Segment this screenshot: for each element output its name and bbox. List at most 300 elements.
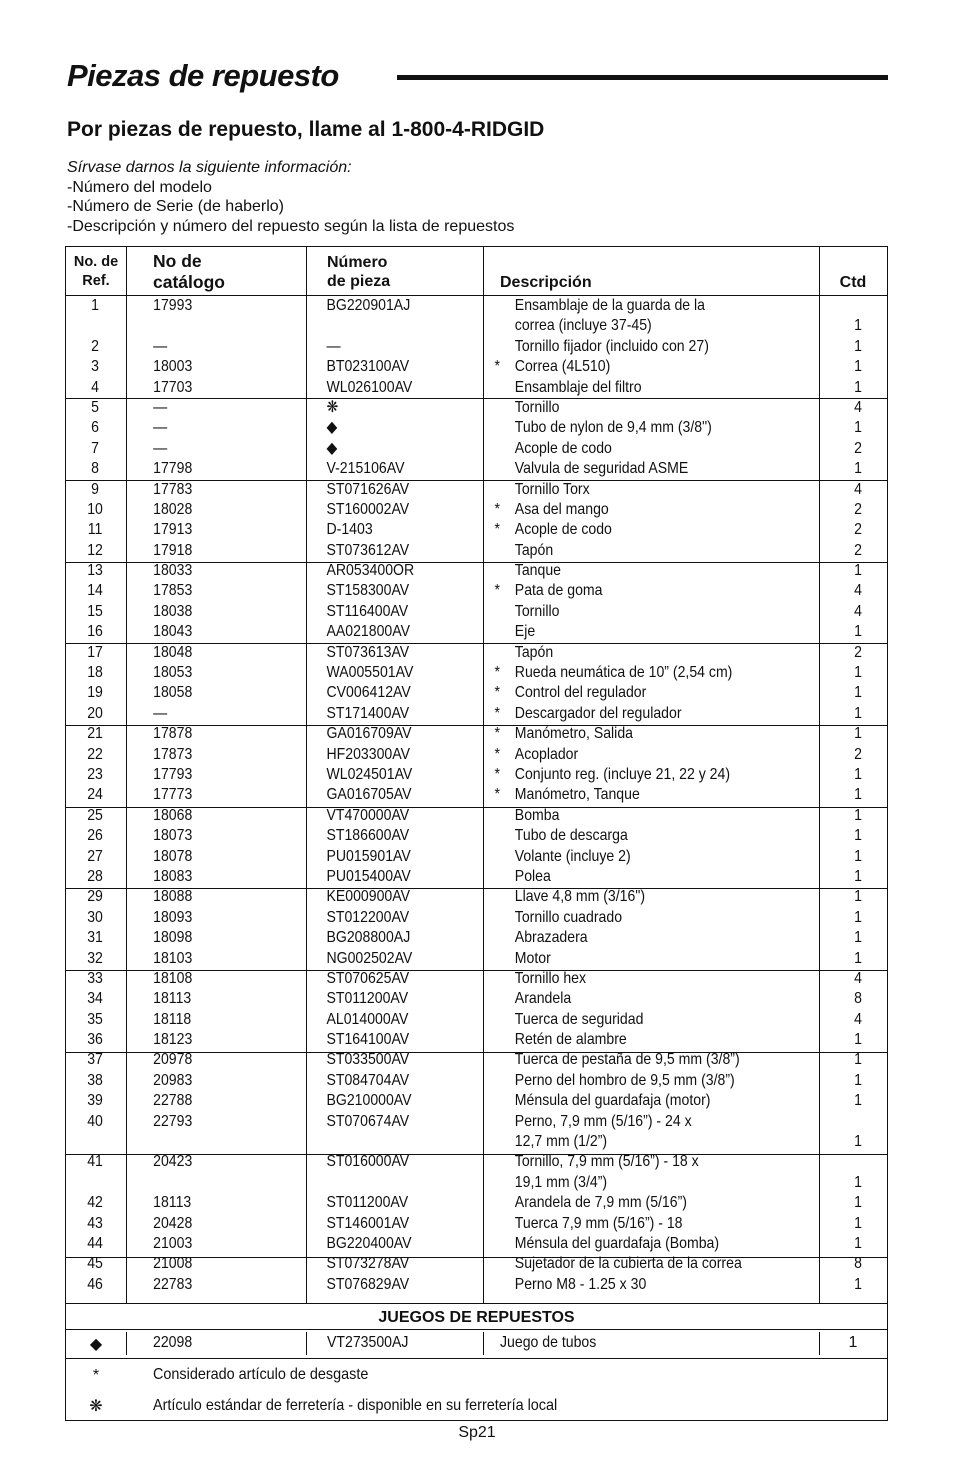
info-block [67, 158, 514, 236]
catalog-cell: — [153, 337, 168, 355]
ref-cell: 19 [87, 684, 103, 702]
catalog-cell: 17773 [153, 786, 193, 804]
description-cell: Acoplador [514, 745, 579, 763]
quantity-cell: 2 [854, 439, 862, 457]
quantity-cell: 1 [854, 888, 862, 906]
part-number-cell: BG208800AJ [326, 929, 411, 947]
table-row [66, 500, 862, 520]
description-cell: Ensamblaje del filtro [514, 378, 642, 396]
hardware-item-note: Artículo estándar de ferretería - disponible en su ferretería local [153, 1397, 558, 1414]
wear-item-marker: * [494, 664, 501, 682]
description-cell: Acople de codo [514, 439, 612, 457]
description-cell: Perno, 7,9 mm (5/16”) - 24 x [514, 1112, 692, 1130]
table-row [66, 826, 862, 846]
page-title: Piezas de repuesto [67, 58, 339, 93]
catalog-cell: 20978 [153, 1051, 193, 1069]
ref-cell: 37 [87, 1051, 103, 1069]
part-number-cell: AA021800AV [326, 623, 410, 641]
kits-rule-mid [66, 1329, 887, 1330]
quantity-cell: 4 [854, 582, 862, 600]
ref-cell: 18 [87, 664, 103, 682]
quantity-cell: 1 [854, 1173, 862, 1191]
description-cell: Perno del hombro de 9,5 mm (3/8”) [514, 1071, 735, 1089]
ref-cell: 22 [87, 745, 103, 763]
quantity-cell: 1 [854, 1092, 862, 1110]
catalog-cell: 17783 [153, 480, 193, 498]
kits-rule-top [66, 1303, 887, 1304]
ref-cell: 33 [87, 969, 103, 987]
catalog-cell: 18123 [153, 1031, 193, 1049]
catalog-cell: 18118 [153, 1010, 192, 1028]
part-number-cell: ◆ [326, 419, 338, 437]
ref-cell: 1 [91, 297, 99, 314]
table-row [66, 1091, 862, 1111]
quantity-cell: 1 [854, 1031, 862, 1049]
catalog-cell: 17873 [153, 745, 193, 763]
part-number-cell: ST171400AV [326, 704, 410, 722]
part-number-cell: CV006412AV [326, 684, 411, 702]
ref-cell: 43 [87, 1214, 103, 1232]
kits-title: JUEGOS DE REPUESTOS [378, 1309, 575, 1326]
quantity-cell: 4 [854, 602, 862, 620]
quantity-cell: 1 [854, 1071, 862, 1089]
catalog-cell: 18073 [153, 827, 193, 845]
quantity-cell: 1 [854, 867, 862, 885]
description-cell: Llave 4,8 mm (3/16") [514, 888, 646, 906]
part-number-cell: ST116400AV [326, 602, 409, 620]
catalog-cell: 17878 [153, 725, 193, 743]
description-cell: Manómetro, Salida [514, 725, 633, 743]
description-cell: Correa (4L510) [514, 358, 611, 376]
quantity-cell: 1 [854, 786, 862, 804]
kit-catalog: 22098 [153, 1334, 193, 1351]
header-catalog [153, 251, 225, 293]
part-number-cell: KE000900AV [326, 888, 410, 906]
kit-qty: 1 [848, 1334, 858, 1351]
table-row [66, 1214, 862, 1234]
part-number-cell: AL014000AV [326, 1010, 409, 1028]
catalog-cell: 17798 [153, 460, 193, 478]
table-row [66, 683, 862, 703]
table-row [66, 949, 862, 969]
catalog-cell: 18038 [153, 602, 193, 620]
table-row [66, 643, 862, 663]
wear-item-marker: * [494, 582, 501, 600]
table-row [66, 1112, 788, 1132]
part-number-cell: VT470000AV [326, 806, 410, 824]
ref-cell: 20 [87, 704, 103, 722]
catalog-cell: 18108 [153, 969, 193, 987]
ref-cell: 5 [91, 398, 99, 416]
description-cell: Tapón [514, 541, 554, 559]
description-cell: Descargador del regulador [514, 704, 682, 722]
table-row [66, 989, 862, 1009]
quantity-cell: 1 [854, 827, 862, 845]
header-ref-line2: Ref. [82, 272, 110, 289]
table-row [66, 459, 862, 479]
table-row [66, 1010, 862, 1030]
ref-cell: 28 [87, 867, 103, 885]
catalog-cell: 22793 [153, 1112, 193, 1130]
ref-cell: 46 [87, 1275, 103, 1293]
table-row [66, 785, 862, 805]
part-number-cell: ST012200AV [326, 908, 410, 926]
quantity-cell: 2 [854, 500, 862, 518]
catalog-cell: 17918 [153, 541, 193, 559]
ref-cell: 13 [87, 562, 103, 580]
ref-cell: 23 [87, 765, 103, 783]
kit-col-divider [483, 1332, 484, 1355]
table-row [66, 1152, 788, 1172]
header-catalog-line1: No de [153, 251, 202, 271]
part-number-cell: PU015901AV [326, 847, 411, 865]
quantity-cell: 1 [854, 337, 862, 355]
ref-cell: 42 [87, 1194, 103, 1212]
part-number-cell: ST146001AV [326, 1214, 410, 1232]
quantity-cell: 1 [854, 1214, 862, 1232]
description-cell: Tubo de descarga [514, 827, 628, 845]
wear-item-marker: * [494, 786, 501, 804]
catalog-cell: 18043 [153, 623, 193, 641]
description-cell: Motor [514, 949, 551, 967]
quantity-cell: 1 [854, 664, 862, 682]
ref-cell: 36 [87, 1031, 103, 1049]
ref-cell: 11 [87, 521, 103, 539]
info-intro: Sírvase darnos la siguiente información: [67, 159, 352, 176]
description-cell: Tornillo fijador (incluido con 27) [514, 337, 709, 355]
ref-cell: 44 [87, 1234, 103, 1252]
catalog-cell: 17793 [153, 765, 193, 783]
description-cell: Rueda neumática de 10” (2,54 cm) [514, 664, 733, 682]
quantity-cell: 1 [854, 1194, 862, 1212]
part-number-cell: ❋ [326, 398, 339, 416]
part-number-cell: BG220901AJ [326, 297, 411, 314]
quantity-cell: 2 [854, 745, 862, 763]
description-cell: Tornillo cuadrado [514, 908, 623, 926]
catalog-cell: — [153, 439, 168, 457]
catalog-cell: 18003 [153, 358, 193, 376]
part-number-cell: ST084704AV [326, 1071, 410, 1089]
ref-cell: 29 [87, 888, 103, 906]
description-cell: Tubo de nylon de 9,4 mm (3/8") [514, 419, 712, 437]
quantity-cell: 1 [854, 562, 862, 580]
quantity-cell: 1 [854, 358, 862, 376]
quantity-cell: 1 [854, 908, 862, 926]
catalog-cell: 18048 [153, 643, 193, 661]
catalog-cell: 22788 [153, 1092, 193, 1110]
part-number-cell: ◆ [326, 439, 338, 457]
part-number-cell: ST011200AV [326, 1194, 409, 1212]
ref-cell: 8 [91, 460, 99, 478]
quantity-cell: 1 [854, 765, 862, 783]
quantity-cell: 1 [854, 419, 862, 437]
description-cell: Manómetro, Tanque [514, 786, 640, 804]
description-cell: Tanque [514, 562, 561, 580]
table-row [66, 724, 862, 744]
header-part-line1: Número [327, 254, 388, 271]
ref-cell: 34 [87, 990, 103, 1008]
ref-cell: 45 [87, 1255, 103, 1273]
table-row [66, 969, 862, 989]
wear-item-marker: * [494, 358, 501, 376]
catalog-cell: 20428 [153, 1214, 193, 1232]
catalog-cell: 20423 [153, 1153, 193, 1171]
catalog-cell: 18068 [153, 806, 193, 824]
table-row [66, 378, 862, 398]
table-row [66, 398, 862, 418]
description-cell: Pata de goma [514, 582, 603, 600]
table-row [66, 439, 862, 459]
ref-cell: 25 [87, 806, 103, 824]
wear-item-marker: * [494, 765, 501, 783]
wear-item-marker: * [494, 725, 501, 743]
description-cell: Asa del mango [514, 500, 609, 518]
part-number-cell: ST070674AV [326, 1112, 410, 1130]
hardware-item-symbol: ❋ [89, 1398, 103, 1415]
description-cell: Control del regulador [514, 684, 647, 702]
catalog-cell: 18088 [153, 888, 193, 906]
description-cell: Tuerca de pestaña de 9,5 mm (3/8”) [514, 1051, 740, 1069]
table-row [66, 418, 862, 438]
catalog-cell: 18028 [153, 500, 193, 518]
description-cell: Conjunto reg. (incluye 21, 22 y 24) [514, 765, 731, 783]
part-number-cell: PU015400AV [326, 867, 411, 885]
part-number-cell: ST160002AV [326, 500, 410, 518]
part-number-cell: ST073278AV [326, 1255, 410, 1273]
part-number-cell: — [326, 337, 341, 355]
col-divider-desc [819, 247, 820, 1303]
table-row [66, 867, 862, 887]
ref-cell: 24 [87, 786, 103, 804]
part-number-cell: ST016000AV [326, 1153, 410, 1171]
parts-rows [66, 296, 862, 1295]
table-row [66, 928, 862, 948]
wear-item-marker: * [494, 704, 501, 722]
info-line-serial: -Número de Serie (de haberlo) [67, 198, 284, 215]
description-cell: Polea [514, 867, 551, 885]
ref-cell: 21 [87, 725, 103, 743]
parts-table [65, 246, 888, 1421]
table-row [66, 602, 862, 622]
description-cell: Tornillo hex [514, 969, 587, 987]
ref-cell: 15 [87, 602, 103, 620]
quantity-cell: 1 [854, 684, 862, 702]
ref-cell: 39 [87, 1092, 103, 1110]
ref-cell: 16 [87, 623, 103, 641]
ref-cell: 2 [91, 337, 99, 355]
ref-cell: 38 [87, 1071, 103, 1089]
description-cell: correa (incluye 37-45) [514, 317, 652, 335]
header-catalog-line2: catálogo [153, 272, 225, 292]
header-qty: Ctd [839, 274, 867, 291]
table-row [66, 663, 862, 683]
description-cell: Abrazadera [514, 929, 588, 947]
description-cell: Bomba [514, 806, 560, 824]
header-description: Descripción [500, 274, 592, 291]
part-number-cell: V-215106AV [326, 460, 405, 478]
quantity-cell: 1 [854, 929, 862, 947]
info-line-model: -Número del modelo [67, 178, 212, 196]
description-cell: Acople de codo [514, 521, 612, 539]
quantity-cell: 1 [854, 949, 862, 967]
table-row [66, 806, 862, 826]
part-number-cell: NG002502AV [326, 949, 413, 967]
part-number-cell: GA016705AV [326, 786, 412, 804]
part-number-cell: ST186600AV [326, 827, 410, 845]
part-number-cell: BG210000AV [326, 1092, 412, 1110]
wear-item-marker: * [494, 521, 501, 539]
catalog-cell: 18093 [153, 908, 193, 926]
quantity-cell: 1 [854, 378, 862, 396]
quantity-cell: 1 [854, 1234, 862, 1252]
description-cell: Tornillo Torx [514, 480, 590, 498]
table-row [66, 1234, 862, 1254]
description-cell: Eje [514, 623, 536, 641]
kit-col-divider [306, 1332, 307, 1355]
catalog-cell: 18058 [153, 684, 193, 702]
wear-item-marker: * [494, 684, 501, 702]
quantity-cell: 4 [854, 398, 862, 416]
ref-cell: 17 [87, 643, 103, 661]
ref-cell: 30 [87, 908, 103, 926]
kit-part: VT273500AJ [327, 1334, 409, 1351]
ref-cell: 35 [87, 1010, 103, 1028]
table-row [66, 316, 862, 336]
part-number-cell: BG220400AV [326, 1234, 412, 1252]
wear-item-note: Considerado artículo de desgaste [153, 1366, 369, 1383]
part-number-cell: ST076829AV [326, 1275, 410, 1293]
ref-cell: 12 [87, 541, 103, 559]
catalog-cell: 20983 [153, 1071, 193, 1089]
part-number-cell: ST071626AV [326, 480, 410, 498]
catalog-cell: 17913 [153, 521, 193, 539]
part-number-cell: BT023100AV [326, 358, 410, 376]
catalog-cell: — [153, 419, 168, 437]
description-cell: Arandela de 7,9 mm (5/16”) [514, 1194, 687, 1212]
part-number-cell: ST164100AV [326, 1031, 410, 1049]
description-cell: Tornillo, 7,9 mm (5/16”) - 18 x [514, 1153, 699, 1171]
catalog-cell: — [153, 704, 168, 722]
ref-cell: 31 [87, 929, 103, 947]
title-rule [397, 75, 888, 80]
table-row [66, 1071, 862, 1091]
ref-cell: 10 [87, 500, 103, 518]
description-cell: Valvula de seguridad ASME [514, 460, 689, 478]
catalog-cell: 17853 [153, 582, 193, 600]
part-number-cell: ST073613AV [326, 643, 410, 661]
table-row [66, 1254, 862, 1274]
part-number-cell: D-1403 [326, 521, 373, 539]
part-number-cell: ST158300AV [326, 582, 410, 600]
phone-subtitle: Por piezas de repuesto, llame al 1-800-4-RIDGID [67, 118, 545, 141]
quantity-cell: 1 [854, 847, 862, 865]
wear-item-marker: * [494, 500, 501, 518]
header-part [327, 253, 390, 291]
table-row [66, 1275, 862, 1295]
description-cell: Arandela [514, 990, 572, 1008]
ref-cell: 6 [91, 419, 99, 437]
table-row [66, 296, 788, 316]
description-cell: 19,1 mm (3/4”) [514, 1173, 608, 1191]
quantity-cell: 1 [854, 317, 862, 335]
part-number-cell: WA005501AV [326, 664, 414, 682]
table-row [66, 1030, 862, 1050]
part-number-cell: HF203300AV [326, 745, 410, 763]
description-cell: Ménsula del guardafaja (motor) [514, 1092, 711, 1110]
ref-cell: 9 [91, 480, 99, 498]
table-row [66, 520, 862, 540]
table-row [66, 561, 862, 581]
table-row [66, 357, 862, 377]
table-row [66, 1173, 862, 1193]
kit-ref-symbol: ◆ [89, 1336, 103, 1353]
description-cell: Volante (incluye 2) [514, 847, 631, 865]
catalog-cell: 18078 [153, 847, 193, 865]
description-cell: Tornillo [514, 398, 560, 416]
quantity-cell: 4 [854, 1010, 862, 1028]
table-row [66, 622, 862, 642]
table-row [66, 847, 862, 867]
quantity-cell: 1 [854, 1275, 862, 1293]
kit-col-divider [126, 1332, 127, 1355]
quantity-cell: 1 [854, 806, 862, 824]
header-ref-line1: No. de [73, 254, 119, 270]
table-row [66, 1132, 862, 1152]
description-cell: Ménsula del guardafaja (Bomba) [514, 1234, 720, 1252]
wear-item-marker: * [494, 745, 501, 763]
table-row [66, 541, 862, 561]
description-cell: 12,7 mm (1/2”) [514, 1133, 608, 1151]
header-part-line2: de pieza [327, 273, 391, 290]
info-line-description: -Descripción y número del repuesto según la lista de repuestos [67, 217, 515, 235]
quantity-cell: 1 [854, 460, 862, 478]
catalog-cell: 17703 [153, 378, 193, 396]
quantity-cell: 1 [854, 1051, 862, 1069]
table-row [66, 704, 862, 724]
catalog-cell: 22783 [153, 1275, 193, 1293]
ref-cell: 27 [87, 847, 103, 865]
part-number-cell: AR053400OR [326, 562, 415, 580]
catalog-cell: 18083 [153, 867, 193, 885]
part-number-cell: ST070625AV [326, 969, 410, 987]
table-row [66, 745, 862, 765]
table-row [66, 480, 862, 500]
quantity-cell: 1 [854, 1133, 862, 1151]
catalog-cell: 18113 [153, 990, 192, 1008]
catalog-cell: 18098 [153, 929, 193, 947]
quantity-cell: 1 [854, 725, 862, 743]
table-row [66, 1193, 862, 1213]
description-cell: Tornillo [514, 602, 560, 620]
catalog-cell: 18103 [153, 949, 193, 967]
ref-cell: 41 [87, 1153, 103, 1171]
part-number-cell: WL024501AV [326, 765, 413, 783]
quantity-cell: 1 [854, 623, 862, 641]
description-cell: Tapón [514, 643, 554, 661]
ref-cell: 7 [91, 439, 99, 457]
description-cell: Tuerca 7,9 mm (5/16”) - 18 [514, 1214, 683, 1232]
header-ref [66, 253, 126, 290]
part-number-cell: ST033500AV [326, 1051, 410, 1069]
catalog-cell: 18113 [153, 1194, 192, 1212]
description-cell: Sujetador de la cubierta de la correa [514, 1255, 742, 1273]
quantity-cell: 8 [854, 990, 862, 1008]
catalog-cell: 17993 [153, 297, 193, 314]
quantity-cell: 2 [854, 643, 862, 661]
table-row [66, 908, 862, 928]
quantity-cell: 4 [854, 969, 862, 987]
table-row [66, 581, 862, 601]
